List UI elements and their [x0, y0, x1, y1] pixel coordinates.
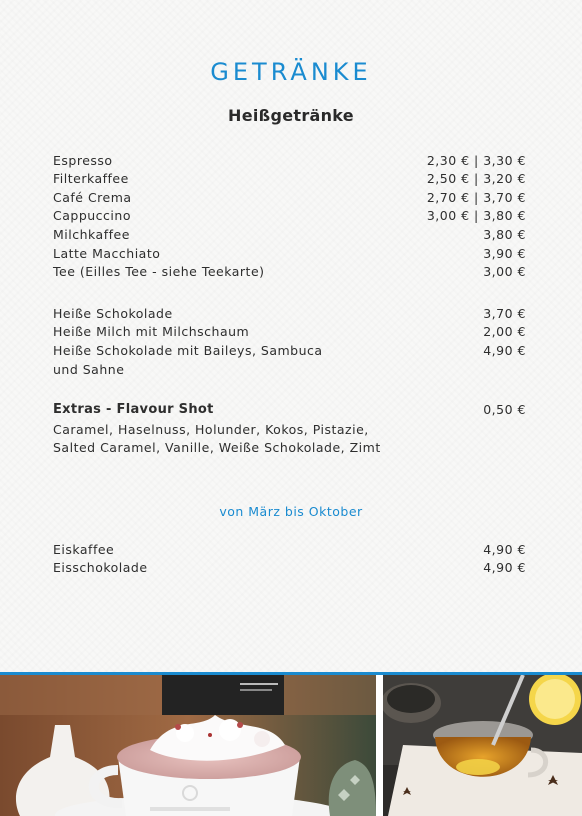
menu-item-price: 2,30 € | 3,30 € [426, 153, 526, 168]
menu-item-price: 3,70 € [483, 306, 526, 321]
menu-item-price: 4,90 € [483, 560, 526, 575]
tea-photo [383, 675, 582, 816]
menu-item-name: Milchkaffee [53, 227, 130, 242]
menu-item-name: Eiskaffee [53, 542, 115, 557]
menu-item-name: und Sahne [53, 362, 125, 377]
section-title-hot-drinks: Heißgetränke [228, 106, 354, 125]
extras-heading [53, 402, 526, 420]
menu-item-name: Eisschokolade [53, 560, 148, 575]
menu-item-continuation [53, 362, 526, 380]
menu-item-price: 2,50 € | 3,20 € [426, 171, 526, 186]
menu-item-price: 3,90 € [483, 246, 526, 261]
menu-item-name: Heiße Milch mit Milchschaum [53, 324, 250, 339]
menu-item-name: Heiße Schokolade mit Baileys, Sambuca [53, 343, 323, 358]
menu-item-price: 3,80 € [483, 227, 526, 242]
menu-item [53, 324, 526, 342]
menu-item [53, 560, 526, 578]
menu-item [53, 306, 526, 324]
menu-item [53, 171, 526, 189]
menu-item-price: 2,00 € [483, 324, 526, 339]
menu-item [53, 246, 526, 264]
menu-item-price: 3,00 € [483, 264, 526, 279]
menu-item-name: Cappuccino [53, 208, 131, 223]
seasonal-note: von März bis Oktober [219, 504, 363, 519]
menu-item [53, 208, 526, 226]
extras-flavours-line: Salted Caramel, Vanille, Weiße Schokolade, Zimt [53, 440, 381, 455]
menu-item-name: Café Crema [53, 190, 132, 205]
extras-flavours [53, 440, 526, 458]
menu-item-price: 2,70 € | 3,70 € [426, 190, 526, 205]
menu-item [53, 227, 526, 245]
menu-item-name: Tee (Eilles Tee - siehe Teekarte) [53, 264, 265, 279]
menu-item [53, 190, 526, 208]
menu-item-price: 3,00 € | 3,80 € [426, 208, 526, 223]
extras-price: 0,50 € [483, 402, 526, 417]
menu-item [53, 153, 526, 171]
menu-item [53, 542, 526, 560]
menu-item-name: Latte Macchiato [53, 246, 161, 261]
extras-flavours [53, 422, 526, 440]
menu-item-name: Heiße Schokolade [53, 306, 173, 321]
menu-item-price: 4,90 € [483, 343, 526, 358]
menu-item [53, 264, 526, 282]
extras-flavours-line: Caramel, Haselnuss, Holunder, Kokos, Pistazie, [53, 422, 369, 437]
page-title: GETRÄNKE [210, 58, 372, 86]
hot-chocolate-photo [0, 675, 376, 816]
menu-item [53, 343, 526, 361]
extras-title: Extras - Flavour Shot [53, 402, 214, 417]
menu-item-name: Espresso [53, 153, 113, 168]
menu-item-name: Filterkaffee [53, 171, 129, 186]
menu-item-price: 4,90 € [483, 542, 526, 557]
